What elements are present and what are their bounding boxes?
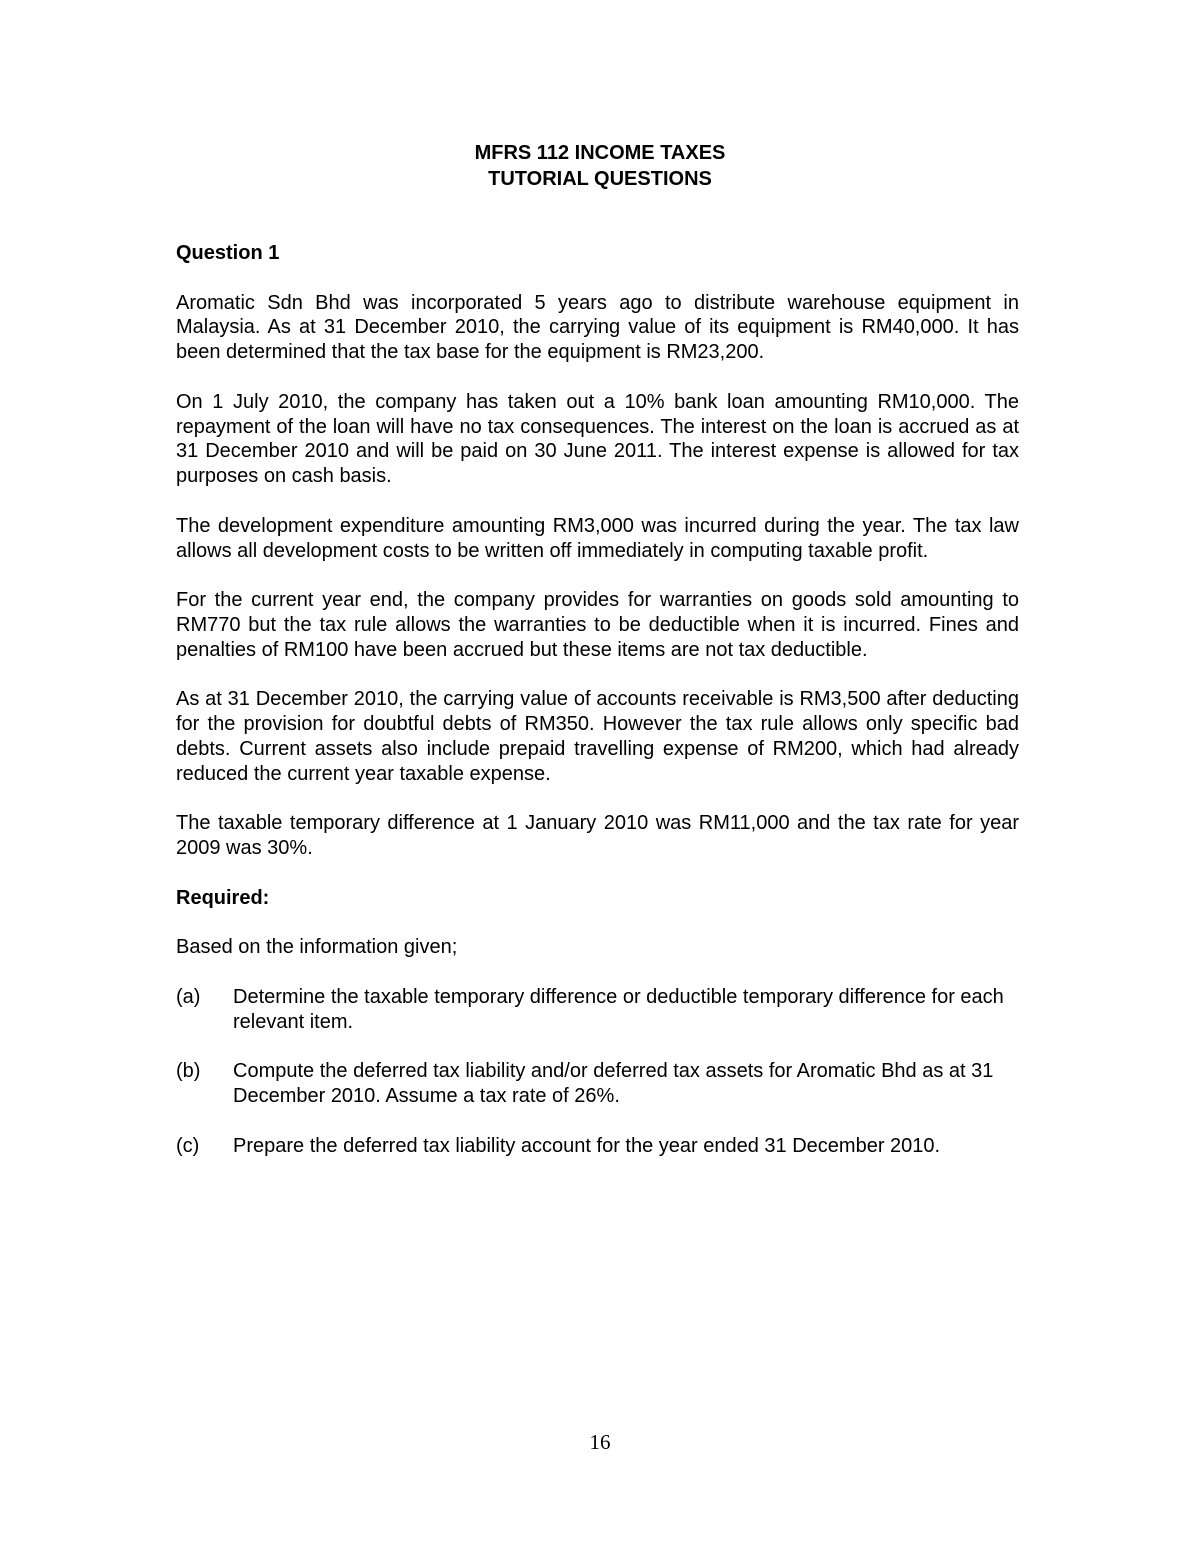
required-item-label: (a) xyxy=(176,985,201,1008)
paragraph-bank-loan: On 1 July 2010, the company has taken out a 10% bank loan amounting RM10,000. The repayment of the loan will have no tax consequences. The interest on the loan is accrued as at 31 December 2010 and will be paid on 30 June 2011. The interest expense is allowed for tax purposes on cash basis. xyxy=(176,390,1019,488)
required-item-label: (b) xyxy=(176,1060,201,1083)
required-item-label: (c) xyxy=(176,1134,200,1157)
paragraph-warranties-fines: For the current year end, the company provides for warranties on goods sold amounting to RM770 but the tax rule allows the warranties to be deductible when it is incurred. Fines and penalties of RM100 have been accrued but these items are not tax deductible. xyxy=(176,589,1019,661)
required-item-c xyxy=(176,1134,1019,1159)
page-number: 16 xyxy=(589,1430,611,1454)
required-item-text: Prepare the deferred tax liability account for the year ended 31 December 2010. xyxy=(233,1134,941,1157)
paragraph-temporary-difference: The taxable temporary difference at 1 January 2010 was RM11,000 and the tax rate for year 2009 was 30%. xyxy=(176,812,1019,860)
required-item-text: Determine the taxable temporary difference or deductible temporary difference for each relevant item. xyxy=(233,985,1004,1033)
document-body xyxy=(176,241,1019,1183)
document-title-line2: TUTORIAL QUESTIONS xyxy=(488,168,712,190)
required-list xyxy=(176,985,1019,1159)
required-item-b xyxy=(176,1059,1019,1109)
paragraph-accounts-receivable: As at 31 December 2010, the carrying value of accounts receivable is RM3,500 after deducting for the provision for doubtful debts of RM350. However the tax rule allows only specific bad debts. Current assets also include prepaid travelling expense of RM200, which had already reduced the current year taxable expense. xyxy=(176,688,1019,785)
required-item-text: Compute the deferred tax liability and/or deferred tax assets for Aromatic Bhd as at 31 December 2010. Assume a tax rate of 26%. xyxy=(233,1060,994,1108)
required-heading: Required: xyxy=(176,886,270,909)
question-heading: Question 1 xyxy=(176,242,280,264)
required-item-a xyxy=(176,985,1019,1035)
paragraph-development-expenditure: The development expenditure amounting RM3,000 was incurred during the year. The tax law allows all development costs to be written off immediately in computing taxable profit. xyxy=(176,514,1019,562)
required-intro: Based on the information given; xyxy=(176,936,458,959)
paragraph-equipment: Aromatic Sdn Bhd was incorporated 5 years ago to distribute warehouse equipment in Malaysia. As at 31 December 2010, the carrying value of its equipment is RM40,000. It has been determined that the tax base for the equipment is RM23,200. xyxy=(176,291,1019,364)
document-title-line1: MFRS 112 INCOME TAXES xyxy=(474,142,726,164)
